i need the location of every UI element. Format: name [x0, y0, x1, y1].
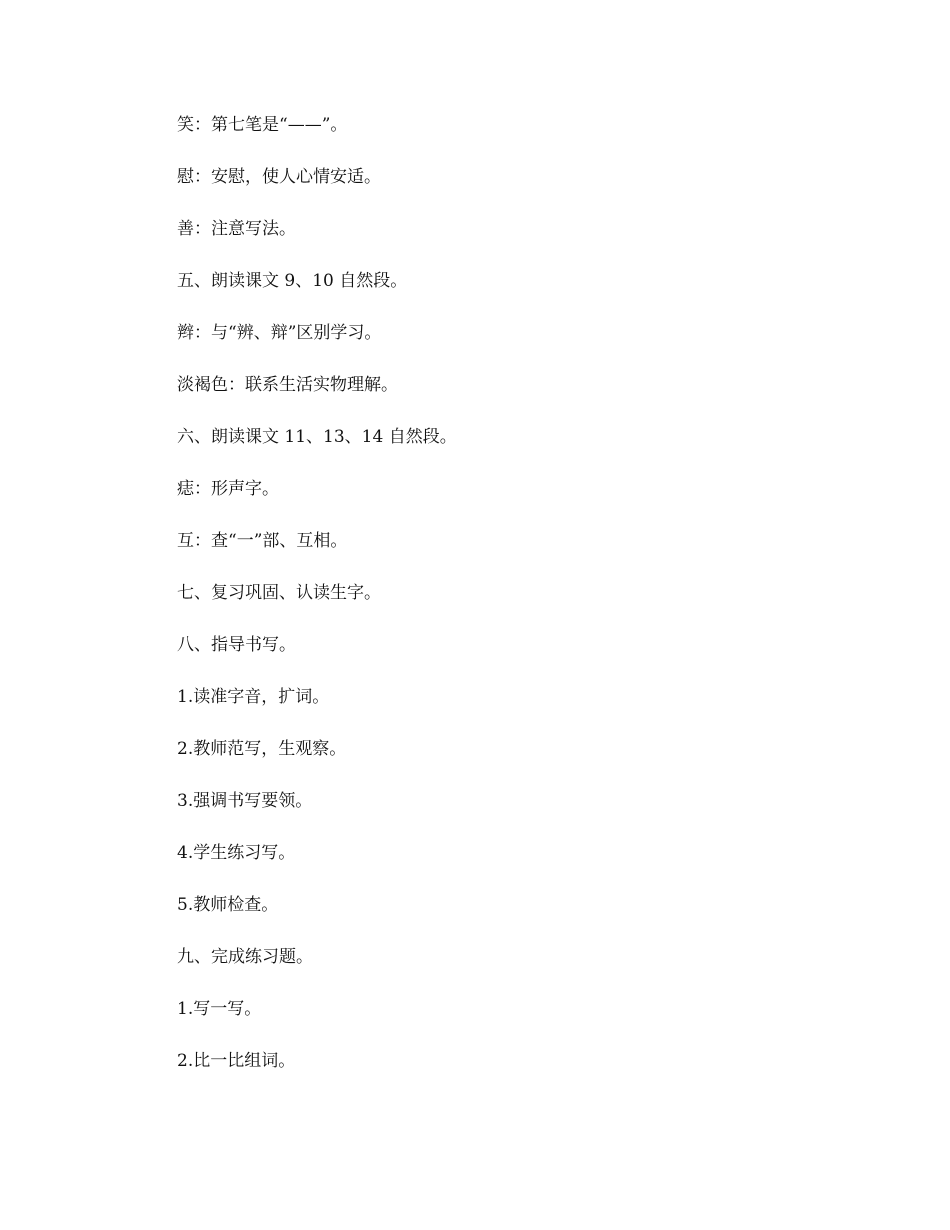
section-heading: 七、复习巩固、认读生字。: [177, 583, 381, 603]
list-item: 2.比一比组词。: [177, 1051, 296, 1071]
text-line: 痣：形声字。: [177, 479, 279, 499]
text-line: 互：查“一”部、互相。: [177, 531, 348, 551]
text-line: 慰：安慰，使人心情安适。: [177, 167, 381, 187]
text-line: 笑：第七笔是“——”。: [177, 115, 348, 135]
list-item: 1.写一写。: [177, 999, 262, 1019]
list-item: 3.强调书写要领。: [177, 791, 313, 811]
section-heading: 八、指导书写。: [177, 635, 296, 655]
text-line: 淡褐色：联系生活实物理解。: [177, 375, 398, 395]
section-heading: 五、朗读课文 9、10 自然段。: [177, 271, 408, 291]
list-item: 2.教师范写，生观察。: [177, 739, 347, 759]
text-line: 辫：与“辨、辩”区别学习。: [177, 323, 382, 343]
text-line: 善：注意写法。: [177, 219, 296, 239]
section-heading: 六、朗读课文 11、13、14 自然段。: [177, 427, 457, 447]
section-heading: 九、完成练习题。: [177, 947, 313, 967]
document-body: [177, 110, 877, 1098]
list-item: 4.学生练习写。: [177, 843, 296, 863]
list-item: 1.读准字音，扩词。: [177, 687, 330, 707]
list-item: 5.教师检查。: [177, 895, 279, 915]
